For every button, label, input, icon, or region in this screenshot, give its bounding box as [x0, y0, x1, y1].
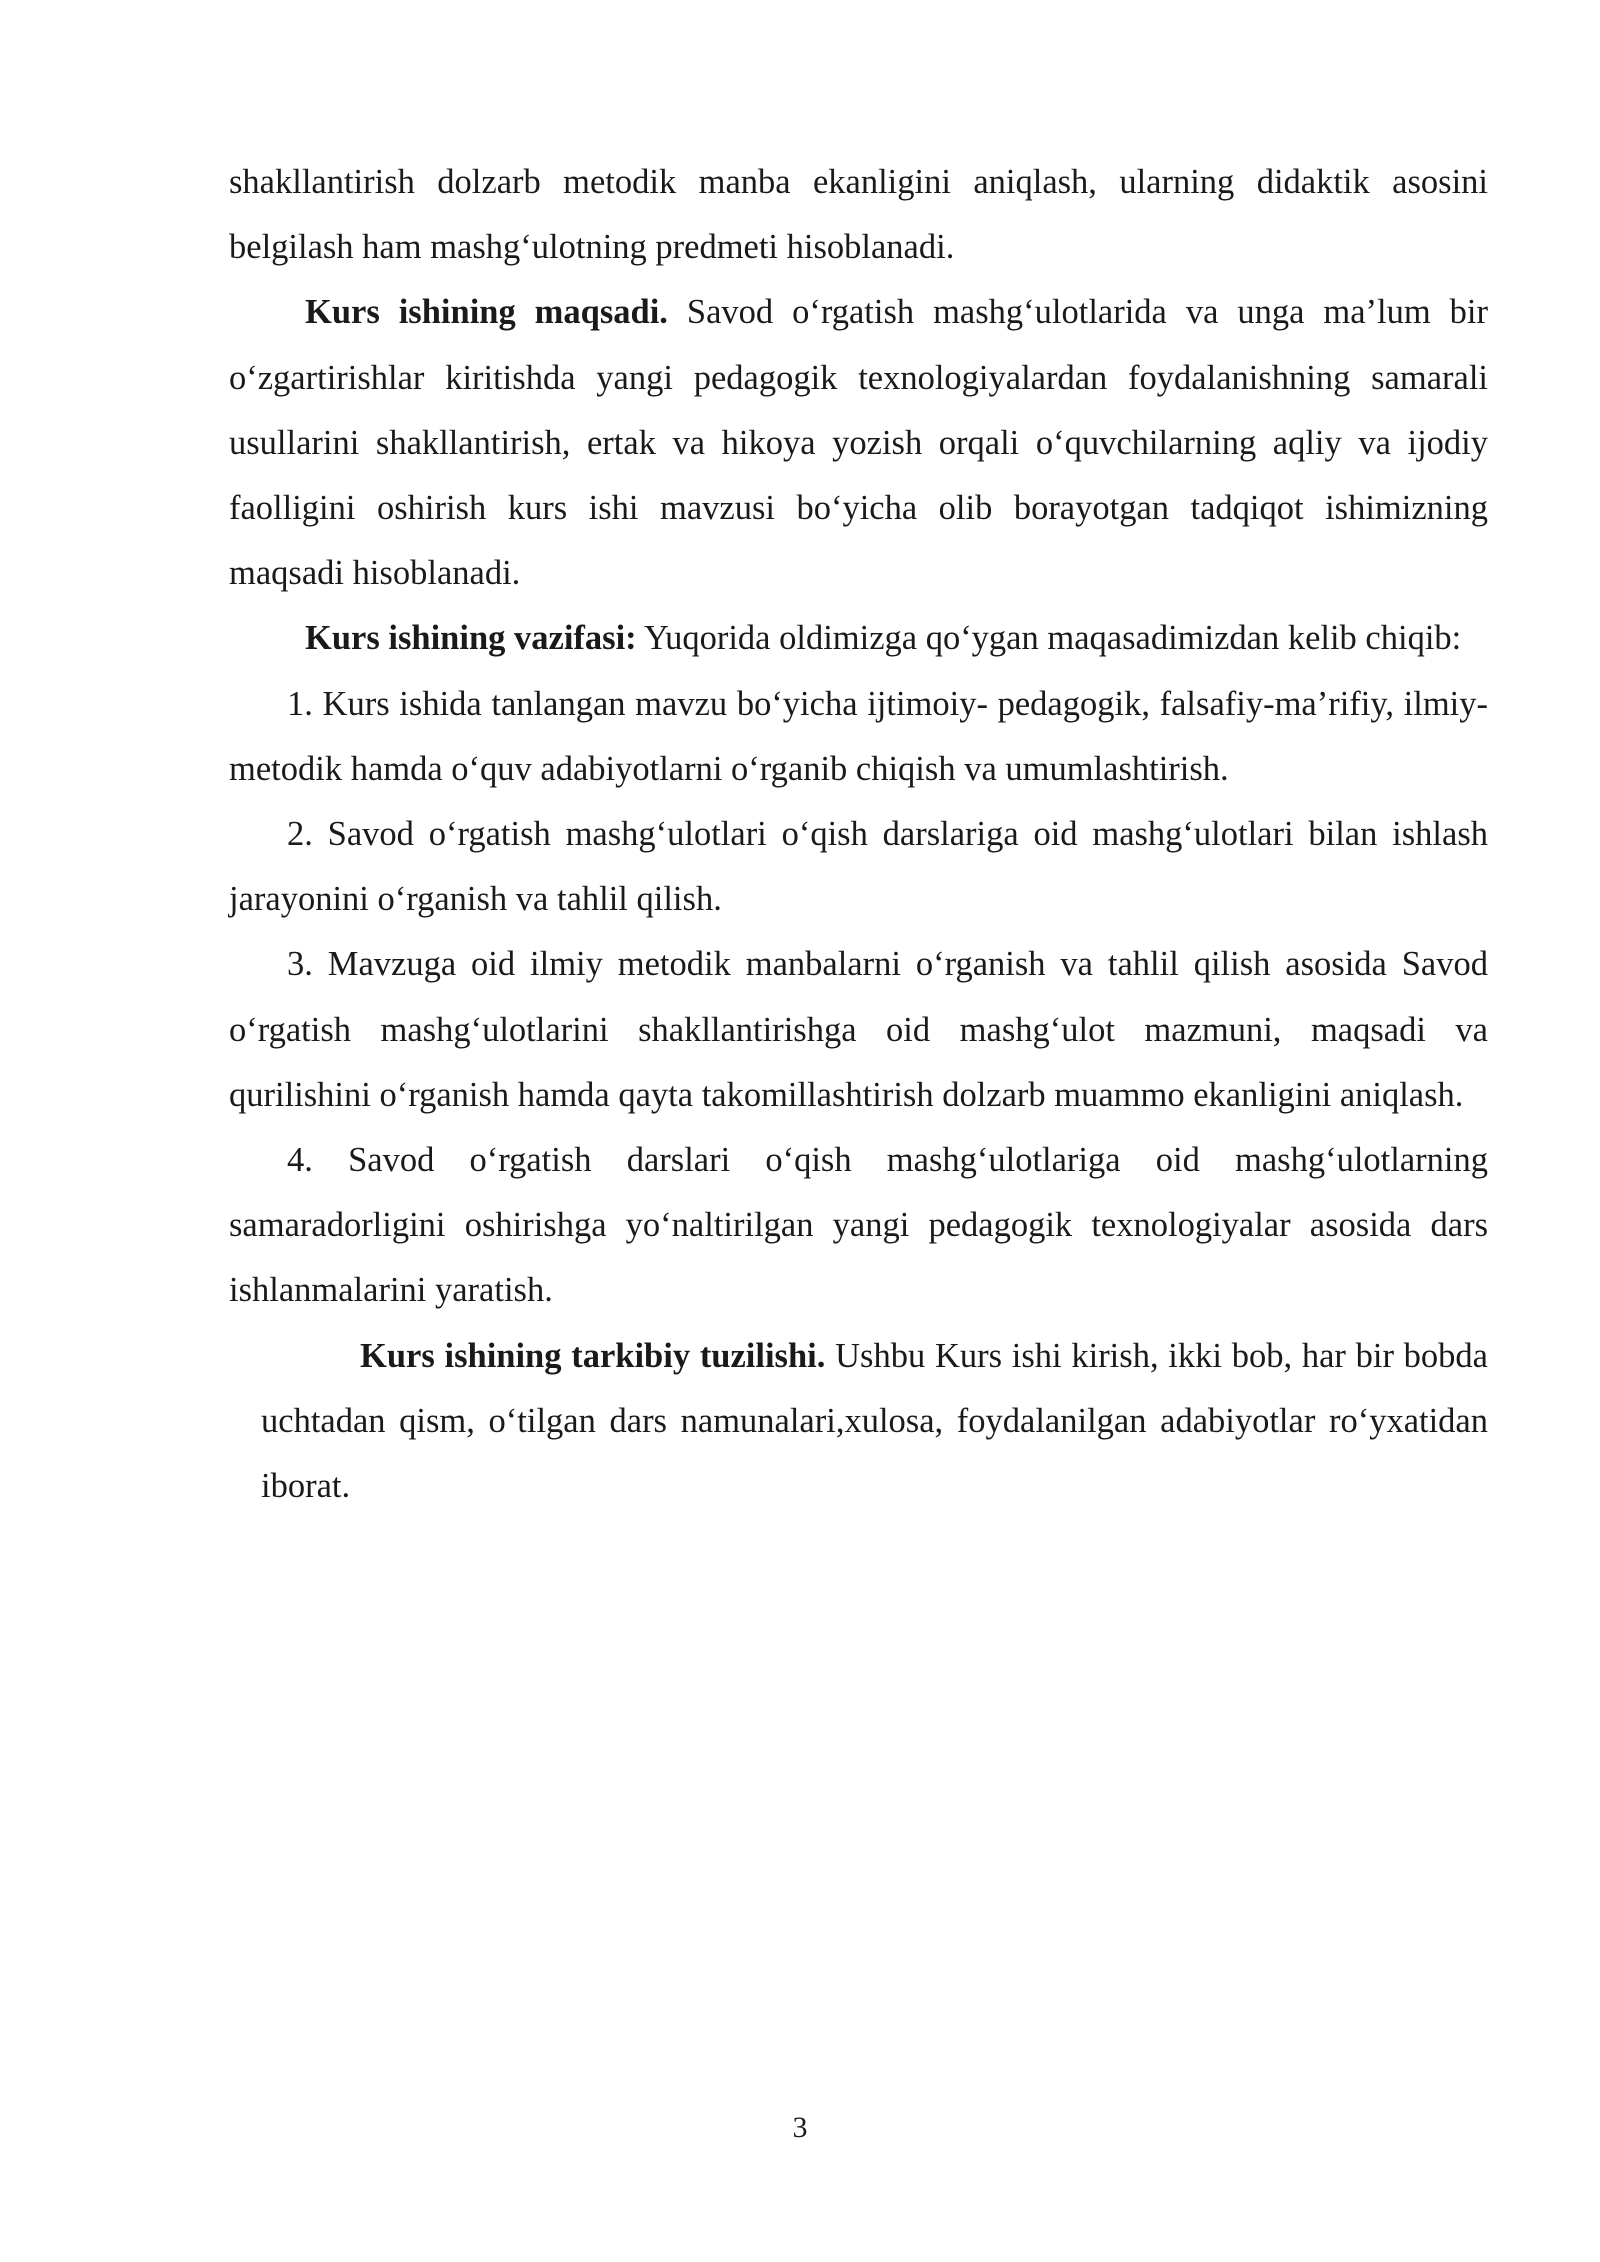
task-item-1: 1. Kurs ishida tanlangan mavzu bo‘yicha ijtimoiy- pedagogik, falsafiy-ma’rifiy, ilmiy-metodik hamda o‘quv adabiyotlarni o‘rganib chiqish va umumlashtirish. [229, 684, 1488, 788]
document-body [229, 150, 1488, 1519]
structure-text: Ushbu Kurs ishi kirish, ikki bob, har bir bobda uchtadan qism, o‘tilgan dars namunalari,xulosa, foydalanilgan adabiyotlar ro‘yxatidan iborat. [261, 1336, 1488, 1506]
tasks-heading: Kurs ishining vazifasi: [305, 619, 637, 658]
goal-text: Savod o‘rgatish mashg‘ulotlarida va unga ma’lum bir o‘zgartirishlar kiritishda yangi pedagogik texnologiyalardan foydalanishning samarali usullarini shakllantirish, ertak va hikoya yozish orqali o‘quvchilarning aqliy va ijodiy faolligini oshirish kurs ishi mavzusi bo‘yicha olib borayotgan tadqiqot ishimizning maqsadi hisoblanadi. [229, 293, 1488, 593]
tasks-paragraph [229, 606, 1488, 671]
goal-heading: Kurs ishining maqsadi. [305, 293, 668, 332]
page-number: 3 [792, 2111, 808, 2144]
structure-heading: Kurs ishining tarkibiy tuzilishi. [360, 1336, 826, 1375]
structure-paragraph [261, 1324, 1488, 1520]
task-item-2: 2. Savod o‘rgatish mashg‘ulotlari o‘qish darslariga oid mashg‘ulotlari bilan ishlash jarayonini o‘rganish va tahlil qilish. [229, 815, 1488, 919]
tasks-intro-text: Yuqorida oldimizga qo‘ygan maqasadimizdan kelib chiqib: [636, 619, 1462, 658]
task-item-4: 4. Savod o‘rgatish darslari o‘qish mashg‘ulotlariga oid mashg‘ulotlarning samaradorligini oshirishga yo‘naltirilgan yangi pedagogik texnologiyalar asosida dars ishlanmalarini yaratish. [229, 1141, 1488, 1310]
task-item-3: 3. Mavzuga oid ilmiy metodik manbalarni o‘rganish va tahlil qilish asosida Savod o‘rgatish mashg‘ulotlarini shakllantirishga oid mashg‘ulot mazmuni, maqsadi va qurilishini o‘rganish hamda qayta takomillashtirish dolzarb muammo ekanligini aniqlash. [229, 945, 1488, 1114]
intro-paragraph: shakllantirish dolzarb metodik manba ekanligini aniqlash, ularning didaktik asosini belgilash ham mashg‘ulotning predmeti hisoblanadi. [229, 163, 1488, 267]
goal-paragraph [229, 280, 1488, 606]
